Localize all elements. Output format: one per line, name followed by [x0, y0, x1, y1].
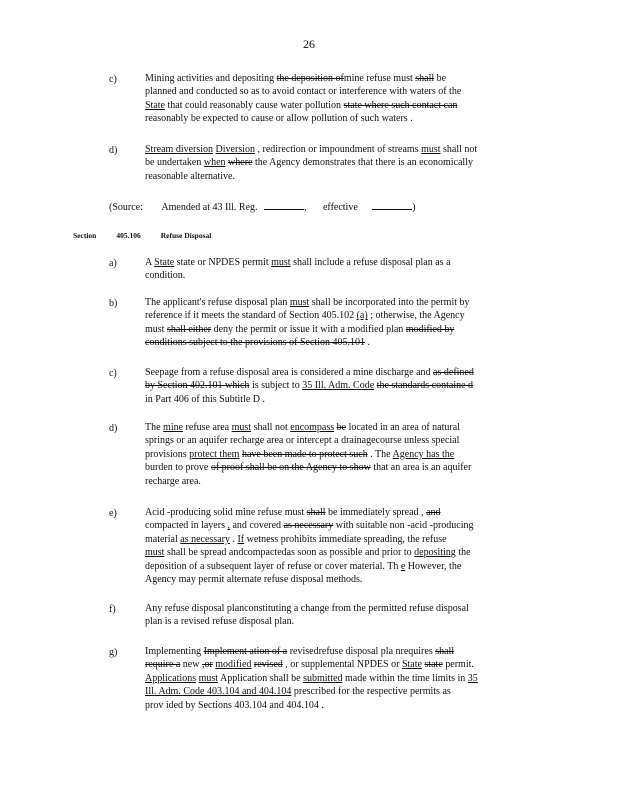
text-line: The applicant's refuse disposal plan must shall be incorporated into the permit by [145, 297, 470, 308]
paragraph-text [145, 645, 530, 712]
text-line: must shall be spread andcompactedas soon as possible and prior to depositing the [145, 547, 471, 559]
text-line: reasonably be expected to cause or allow pollution of such waters . [145, 113, 413, 125]
text-line: material as necessary . If wetness prohibits immediate spreading, the refuse [145, 533, 447, 545]
text-line: conditions subject to the provisions of Section 405.101 . [145, 337, 370, 349]
text-line: Applications must Application shall be submitted made within the time limits in 35 [145, 672, 478, 684]
text-line: Ill. Adm. Code 403.104 and 404.104 prescribed for the respective permits as [145, 686, 451, 698]
text-line: A State state or NPDES permit must shall include a refuse disposal plan as a [145, 257, 451, 268]
text-line: Acid -producing solid mine refuse must shall be immediately spread , and [145, 507, 441, 518]
text-line: Mining activities and depositing the deposition ofmine refuse must shall be [145, 73, 447, 84]
paragraph-text [145, 72, 530, 126]
source-note: (Source: Amended at 43 Ill. Reg. , effective ) [109, 202, 416, 213]
text-line: Agency may permit alternate refuse disposal methods. [145, 574, 363, 586]
text-line: reasonable alternative. [145, 170, 235, 182]
text-line: condition. [145, 270, 186, 282]
text-line: reference if it meets the standard of Section 405.102 (a) ; otherwise, the Agency [145, 310, 465, 322]
text-line: burden to prove of proof shall be on the Agency to show that an area is an aquifer [145, 462, 472, 474]
paragraph-text [145, 366, 530, 406]
text-line: must shall either deny the permit or issue it with a modified plan modified by [145, 323, 455, 335]
text-line: planned and conducted so as to avoid contact or interference with waters of the [145, 86, 462, 98]
paragraph-label: e) [109, 508, 117, 519]
paragraph-text [145, 421, 530, 488]
text-line: deposition of a subsequent layer of refuse or cover material. Th e However, the [145, 560, 462, 572]
paragraph-label: g) [109, 647, 118, 658]
text-line: by Section 402.101 which is subject to 35 Ill. Adm. Code the standards containe d [145, 380, 474, 392]
paragraph-label: d) [109, 423, 118, 434]
paragraph-text [145, 296, 530, 350]
text-line: Any refuse disposal planconstituting a change from the permitted refuse disposal [145, 603, 469, 614]
paragraph-label: b) [109, 298, 118, 309]
text-line: be undertaken when where the Agency demonstrates that there is an economically [145, 157, 473, 169]
text-line: State that could reasonably cause water pollution state where such contact can [145, 99, 458, 111]
text-line: prov ided by Sections 403.104 and 404.104 . [145, 699, 324, 711]
paragraph-label: c) [109, 74, 117, 85]
paragraph-label: f) [109, 604, 116, 615]
paragraph-label: a) [109, 258, 117, 269]
section-heading [73, 231, 231, 240]
text-line: Seepage from a refuse disposal area is considered a mine discharge and as defined [145, 367, 474, 378]
section-number: 405.106 [116, 231, 141, 240]
text-line: plan is a revised refuse disposal plan. [145, 616, 295, 628]
paragraph-text [145, 143, 530, 183]
text-line: recharge area. [145, 475, 201, 487]
paragraph-text [145, 506, 530, 586]
section-label: Section [73, 231, 97, 240]
text-line: springs or an aquifer recharge area or intercept a drainagecourse unless special [145, 435, 460, 447]
text-line: provisions protect them have been made to protect such . The Agency has the [145, 448, 455, 460]
text-line: in Part 406 of this Subtitle D . [145, 393, 265, 405]
text-line: require a new ,or modified revised , or supplemental NPDES or State state permit. [145, 659, 474, 671]
text-line: Implementing Implement ation of a revisedrefuse disposal pla nrequires shall [145, 646, 455, 657]
paragraph-label: c) [109, 368, 117, 379]
page-number: 26 [303, 37, 315, 51]
section-title: Refuse Disposal [160, 231, 212, 240]
paragraph-text [145, 256, 530, 283]
paragraph-label: d) [109, 145, 118, 156]
text-line: Stream diversion Diversion , redirection or impoundment of streams must shall not [145, 144, 478, 155]
text-line: compacted in layers , and covered as necessary with suitable non -acid -producing [145, 520, 474, 532]
paragraph-text [145, 602, 530, 629]
text-line: The mine refuse area must shall not encompass be located in an area of natural [145, 422, 460, 433]
